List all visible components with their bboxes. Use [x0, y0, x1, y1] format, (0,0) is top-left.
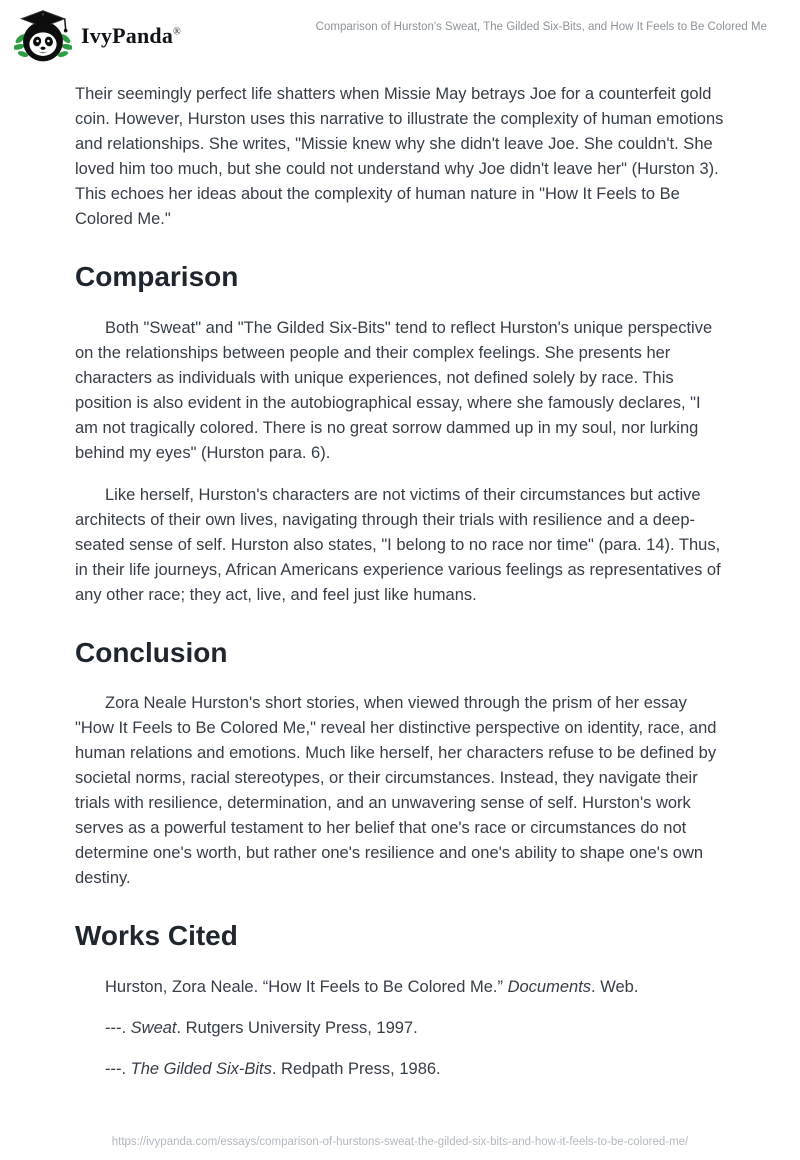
- ivypanda-logo-icon: [14, 8, 72, 64]
- section-heading-works-cited: Works Cited: [75, 920, 238, 952]
- citation-source-italic: Sweat: [130, 1018, 177, 1037]
- citation-entry: [75, 975, 725, 1000]
- citation-entry: [75, 1057, 725, 1082]
- citation-text: . Rutgers University Press, 1997.: [176, 1018, 418, 1037]
- intro-paragraph: Their seemingly perfect life shatters when Missie May betrays Joe for a counterfeit gold coin. However, Hurston uses this narrative to illustrate the complexity of human emotions and relationships. She writes, "Missie knew why she didn't leave Joe. She couldn't. She loved him too much, but she could not understand why Joe didn't leave her" (Hurston 3). This echoes her ideas about the complexity of human nature in "How It Feels to Be Colored Me.": [75, 85, 724, 228]
- footer-url[interactable]: https://ivypanda.com/essays/comparison-of-hurstons-sweat-the-gilded-six-bits-and-how-it-feels-to-be-colored-me/: [111, 1136, 689, 1148]
- citation-text: ---.: [105, 1059, 131, 1078]
- citation-text: . Redpath Press, 1986.: [271, 1059, 441, 1078]
- section-heading-conclusion: Conclusion: [75, 636, 228, 668]
- citation-text: Hurston, Zora Neale. “How It Feels to Be Colored Me.”: [105, 977, 508, 996]
- essay-content: [0, 64, 800, 1082]
- citation-source-italic: The Gilded Six-Bits: [130, 1059, 272, 1078]
- section-heading-comparison: Comparison: [75, 261, 239, 292]
- document-title: Comparison of Hurston's Sweat, The Gilded Six-Bits, and How It Feels to Be Colored Me: [315, 21, 767, 33]
- essay-paragraph: Both "Sweat" and "The Gilded Six-Bits" tend to reflect Hurston's unique perspective on the relationships between people and their complex feelings. She presents her characters as individuals with unique experiences, not defined solely by race. This position is also evident in the autobiographical essay, where she famously declares, "I am not tragically colored. There is no great sorrow dammed up in my soul, nor lurking behind my eyes" (Hurston para. 6).: [75, 318, 713, 462]
- citation-text: . Web.: [591, 977, 639, 996]
- brand-name: IvyPanda®: [81, 23, 181, 48]
- essay-paragraph: Zora Neale Hurston's short stories, when viewed through the prism of her essay "How It Feels to Be Colored Me," reveal her distinctive perspective on identity, race, and human relations and emotions. Much like herself, her characters refuse to be defined by societal norms, racial stereotypes, or their circumstances. Instead, they navigate their trials with resilience, determination, and an unwavering sense of self. Hurston's work serves as a powerful testament to her belief that one's race or circumstances do not determine one's worth, but rather one's resilience and one's ability to shape one's own destiny.: [75, 694, 717, 888]
- essay-paragraph: Like herself, Hurston's characters are not victims of their circumstances but active architects of their own lives, navigating through their trials with resilience and a deep-seated sense of self. Hurston also states, "I belong to no race nor time" (para. 14). Thus, in their life journeys, African Americans experience various feelings as representatives of any other race; they act, live, and feel just like humans.: [75, 485, 721, 604]
- citation-source-italic: Documents: [507, 977, 592, 996]
- citation-entry: [75, 1016, 725, 1041]
- registered-mark: ®: [173, 26, 181, 38]
- brand: [14, 8, 181, 64]
- citation-text: ---.: [105, 1018, 131, 1037]
- page-header: [0, 0, 800, 64]
